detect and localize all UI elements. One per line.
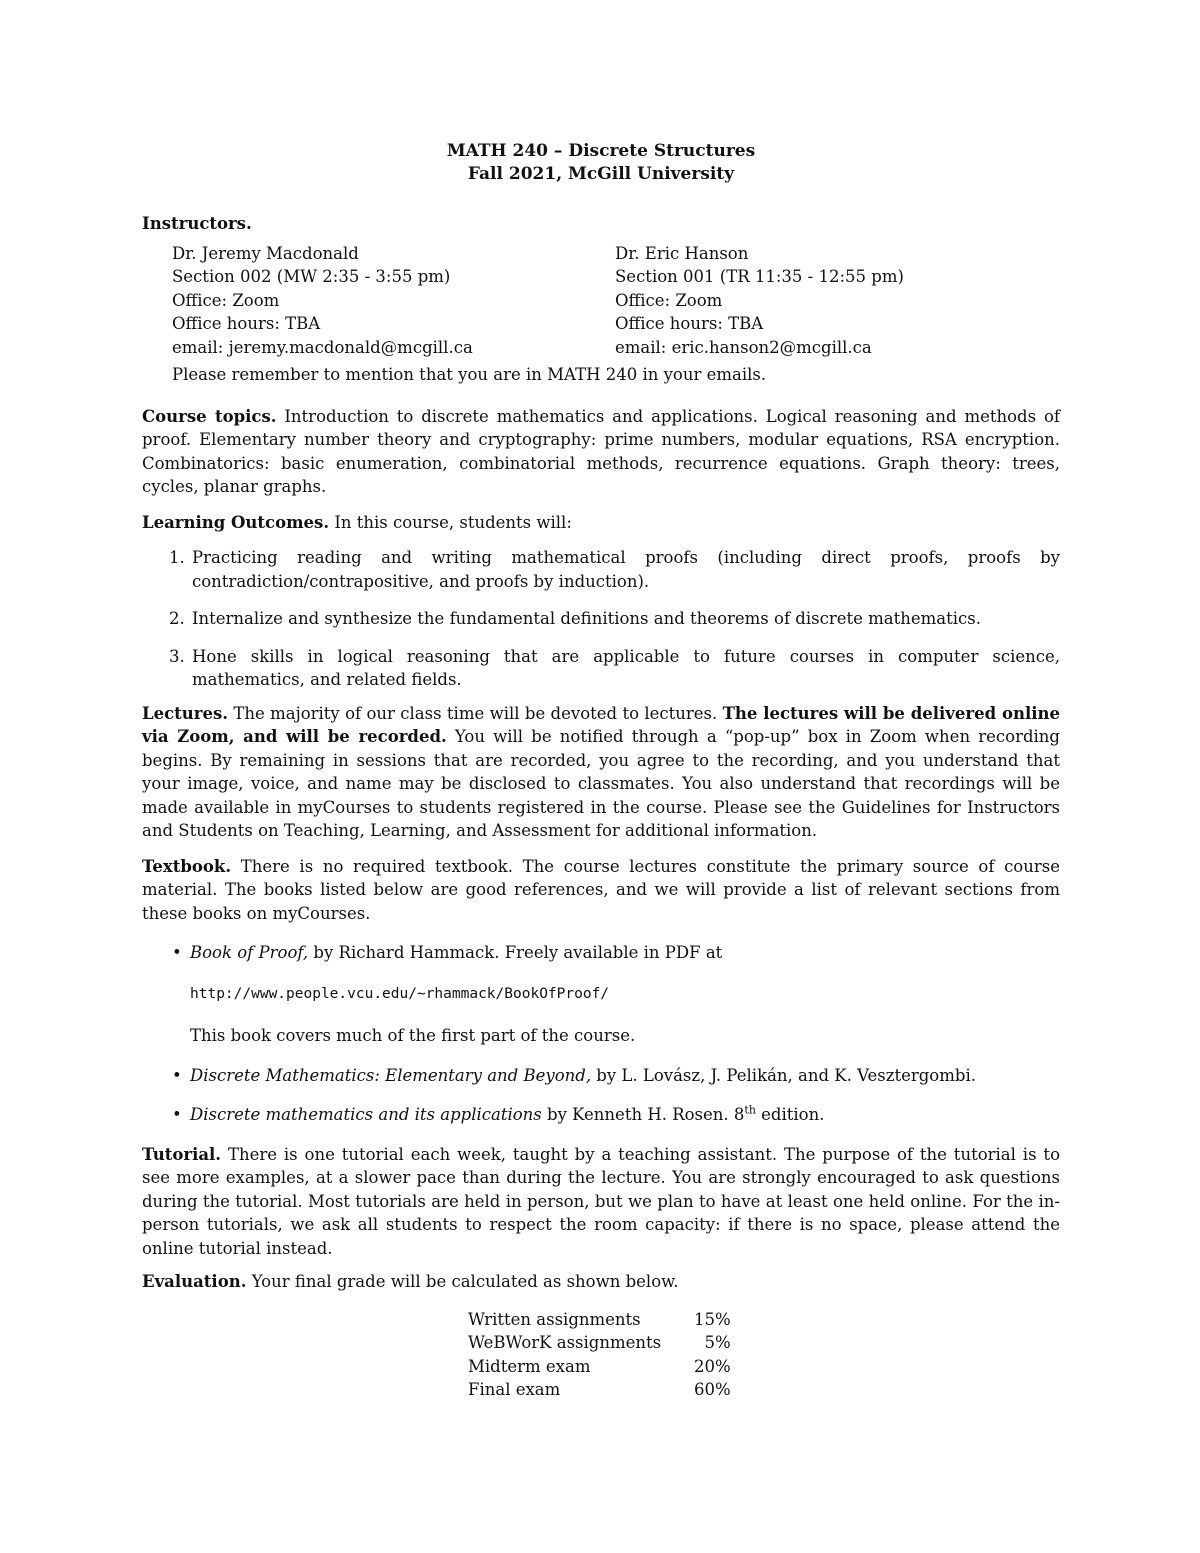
lectures-recorded-notice: The lectures will be delivered online via Zoom, and will be recorded. — [142, 703, 1060, 746]
course-topics-heading: Course topics. — [142, 406, 277, 426]
edition-superscript: th — [744, 1103, 756, 1117]
bullet-icon: • — [172, 1065, 182, 1085]
grade-item: Midterm exam — [468, 1356, 591, 1376]
textbook-section — [142, 855, 1060, 1127]
learning-outcomes-section — [142, 511, 1060, 692]
book-details: by Kenneth H. Rosen. 8 — [541, 1105, 745, 1124]
instructor-hanson — [615, 242, 1058, 360]
table-row — [468, 1331, 731, 1355]
evaluation-heading: Evaluation. — [142, 1272, 247, 1291]
instructor-office: Office: Zoom — [615, 290, 723, 310]
instructor-name: Dr. Jeremy Macdonald — [172, 243, 359, 263]
table-row — [468, 1308, 731, 1332]
textbook-paragraph — [142, 855, 1060, 926]
instructors-heading: Instructors. — [142, 214, 252, 233]
instructor-email: email: eric.hanson2@mcgill.ca — [615, 337, 872, 357]
instructor-office: Office: Zoom — [172, 290, 280, 310]
book-item-discrete-math — [172, 1064, 1060, 1088]
instructor-hours: Office hours: TBA — [615, 314, 764, 333]
document-title — [142, 140, 1060, 186]
grade-weight: 60% — [694, 1380, 731, 1399]
course-topics-paragraph — [142, 405, 1060, 499]
evaluation-section — [142, 1270, 1060, 1402]
email-reminder: Please remember to mention that you are in MATH 240 in your emails. — [172, 365, 767, 384]
book-title: Discrete Mathematics: Elementary and Beyond, — [190, 1065, 592, 1085]
learning-outcomes-heading: Learning Outcomes. — [142, 512, 330, 532]
outcome-item: 3. Hone skills in logical reasoning that are applicable to future courses in computer science, mathematics, and related fields. — [190, 645, 1060, 692]
outcome-item: 1. Practicing reading and writing mathematical proofs (including direct proofs, proofs by contradiction/contrapositive, and proofs by induction). — [190, 546, 1060, 593]
grade-item: WeBWorK assignments — [468, 1333, 662, 1352]
outcome-item: 2. Internalize and synthesize the fundamental definitions and theorems of discrete mathematics. — [190, 607, 1060, 631]
bullet-icon: • — [172, 943, 182, 962]
book-title: Book of Proof, — [190, 943, 309, 962]
bullet-icon: • — [172, 1105, 182, 1124]
course-title: MATH 240 – Discrete Structures — [446, 141, 756, 161]
grade-item: Final exam — [468, 1380, 561, 1399]
instructors-section — [142, 212, 1060, 387]
book-list — [142, 941, 1060, 1127]
lectures-paragraph — [142, 702, 1060, 843]
tutorial-heading: Tutorial. — [142, 1144, 222, 1164]
lectures-heading: Lectures. — [142, 703, 228, 723]
instructor-section: Section 001 (TR 11:35 - 12:55 pm) — [615, 267, 904, 286]
textbook-text: There is no required textbook. The course lectures constitute the primary source of course material. The books listed below are good references, and we will provide a list of relevant sections from these books on myCourses. — [142, 856, 1060, 923]
tutorial-paragraph — [142, 1143, 1060, 1261]
book-url[interactable]: http://www.people.vcu.edu/~rhammack/BookOfProof/ — [190, 985, 610, 1002]
syllabus-page — [142, 140, 1060, 1402]
instructor-email: email: jeremy.macdonald@mcgill.ca — [172, 337, 473, 357]
book-details: by Richard Hammack. Freely available in PDF at — [308, 943, 723, 962]
instructor-hours: Office hours: TBA — [172, 314, 321, 333]
book-title: Discrete mathematics and its applications — [190, 1105, 542, 1124]
table-row — [468, 1355, 731, 1379]
instructors-list — [172, 242, 1060, 360]
lectures-text-more: You will be notified through a “pop-up” box in Zoom when recording begins. By remaining in sessions that are recorded, you agree to the recording, and you understand that your image, voice, and name may be disclosed to classmates. You also understand that recordings will be made available in myCourses to students registered in the course. Please see the Guidelines for Instructors and Students on Teaching, Learning, and Assessment for additional information. — [142, 727, 1060, 840]
evaluation-text: Your final grade will be calculated as shown below. — [251, 1272, 679, 1291]
course-topics-text: Introduction to discrete mathematics and applications. Logical reasoning and methods of proof. Elementary number theory and cryptography: prime numbers, modular equations, RSA encryption. Combinatorics: basic enumeration, combinatorial methods, recurrence equations. Graph theory: trees, cycles, planar graphs. — [142, 406, 1061, 496]
grade-item: Written assignments — [468, 1309, 641, 1329]
lectures-text: The majority of our class time will be devoted to lectures. — [233, 703, 718, 723]
grade-weight: 5% — [704, 1333, 731, 1352]
book-item-rosen — [172, 1103, 1060, 1127]
book-details: by L. Lovász, J. Pelikán, and K. Vesztergombi. — [591, 1065, 976, 1085]
grade-weight: 20% — [694, 1356, 731, 1376]
book-edition: edition. — [755, 1105, 825, 1124]
table-row — [468, 1378, 731, 1402]
grade-weight: 15% — [694, 1309, 731, 1329]
instructor-name: Dr. Eric Hanson — [615, 243, 749, 263]
instructor-section: Section 002 (MW 2:35 - 3:55 pm) — [172, 267, 451, 286]
grade-table — [468, 1308, 731, 1402]
instructor-macdonald — [172, 242, 615, 360]
book-item-proof — [172, 941, 1060, 1048]
textbook-heading: Textbook. — [142, 856, 232, 876]
tutorial-text: There is one tutorial each week, taught by a teaching assistant. The purpose of the tutorial is to see more examples, at a slower pace than during the lecture. You are strongly encouraged to ask questions during the tutorial. Most tutorials are held in person, but we plan to have at least one held online. For the in-person tutorials, we ask all students to respect the room capacity: if there is no space, please attend the online tutorial instead. — [142, 1144, 1060, 1258]
book-note: This book covers much of the first part of the course. — [190, 1026, 636, 1045]
term-title: Fall 2021, McGill University — [467, 164, 735, 184]
learning-outcomes-list — [142, 546, 1060, 692]
learning-outcomes-intro: In this course, students will: — [334, 512, 572, 532]
